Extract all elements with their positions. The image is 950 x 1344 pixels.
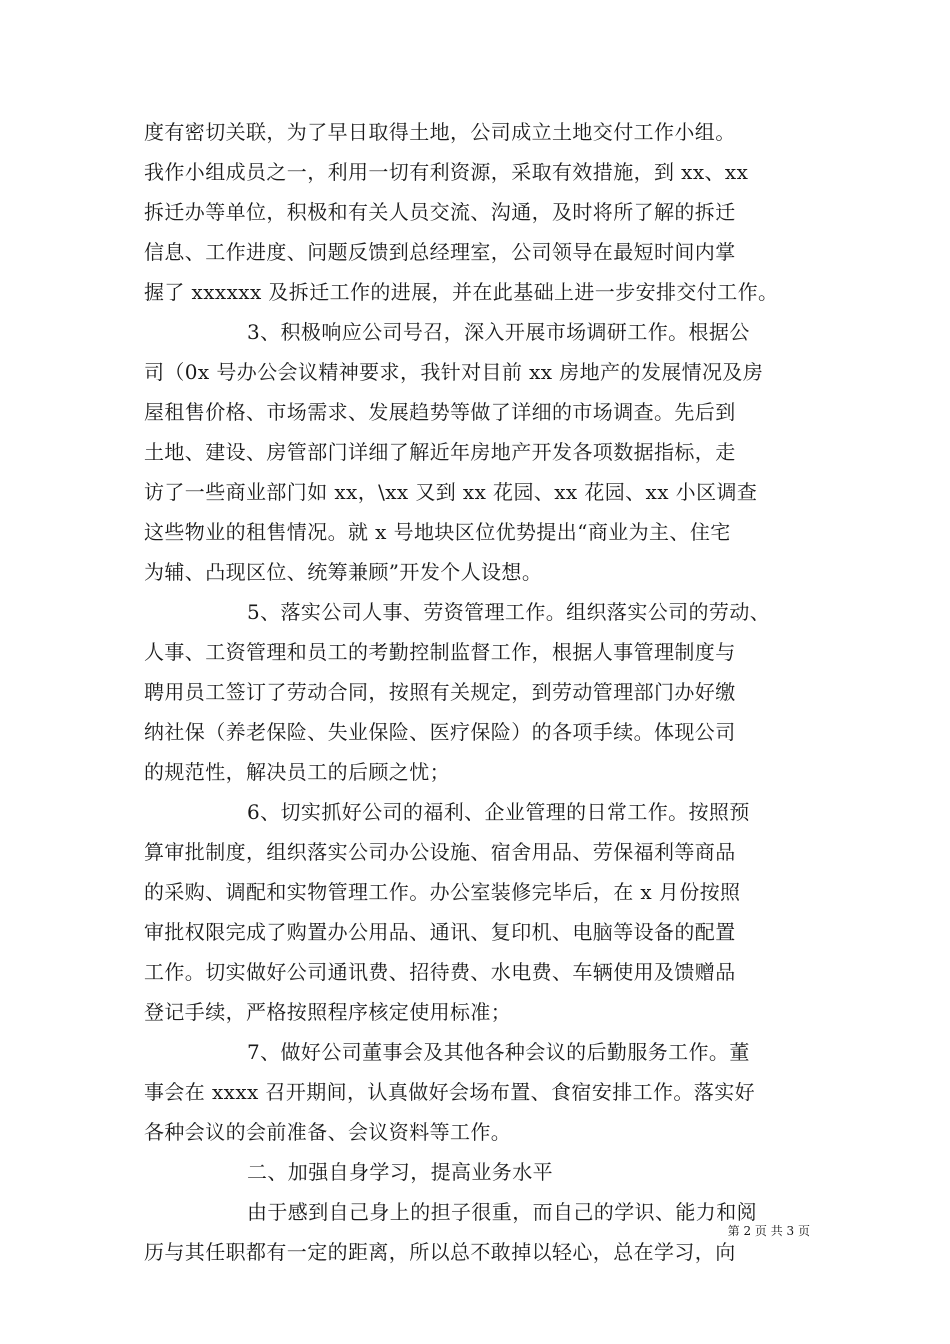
text-line: 为辅、凸现区位、统筹兼顾”开发个人设想。 — [144, 560, 543, 584]
text-line: 土地、建设、房管部门详细了解近年房地产开发各项数据指标，走 — [144, 440, 736, 464]
paragraph-7-first-line: 7、做好公司董事会及其他各种会议的后勤服务工作。董 — [247, 1040, 750, 1064]
text-line: 算审批制度，组织落实公司办公设施、宿舍用品、劳保福利等商品 — [144, 840, 736, 864]
text-line: 这些物业的租售情况。就 x 号地块区位优势提出“商业为主、住宅 — [144, 520, 731, 544]
text-line: 各种会议的会前准备、会议资料等工作。 — [144, 1120, 512, 1144]
text-line: 工作。切实做好公司通讯费、招待费、水电费、车辆使用及馈赠品 — [144, 960, 736, 984]
paragraph-study-first-line: 由于感到自己身上的担子很重，而自己的学识、能力和阅 — [247, 1200, 757, 1224]
text-line: 我作小组成员之一，利用一切有利资源，采取有效措施，到 xx、xx — [144, 160, 749, 184]
text-line: 司（0x 号办公会议精神要求，我针对目前 xx 房地产的发展情况及房 — [144, 360, 764, 384]
text-line: 事会在 xxxx 召开期间，认真做好会场布置、食宿安排工作。落实好 — [144, 1080, 756, 1104]
text-line: 拆迁办等单位，积极和有关人员交流、沟通，及时将所了解的拆迁 — [144, 200, 736, 224]
paragraph-5-first-line: 5、落实公司人事、劳资管理工作。组织落实公司的劳动、 — [247, 600, 771, 624]
text-line: 的采购、调配和实物管理工作。办公室装修完毕后，在 x 月份按照 — [144, 880, 741, 904]
text-line: 纳社保（养老保险、失业保险、医疗保险）的各项手续。体现公司 — [144, 720, 736, 744]
text-line: 人事、工资管理和员工的考勤控制监督工作，根据人事管理制度与 — [144, 640, 736, 664]
section-heading: 二、加强自身学习，提高业务水平 — [247, 1160, 553, 1184]
paragraph-3-first-line: 3、积极响应公司号召，深入开展市场调研工作。根据公 — [247, 320, 750, 344]
text-line: 访了一些商业部门如 xx，\xx 又到 xx 花园、xx 花园、xx 小区调查 — [144, 480, 758, 504]
text-line: 屋租售价格、市场需求、发展趋势等做了详细的市场调查。先后到 — [144, 400, 736, 424]
text-line: 历与其任职都有一定的距离，所以总不敢掉以轻心，总在学习，向 — [144, 1240, 736, 1264]
text-line: 度有密切关联，为了早日取得土地，公司成立土地交付工作小组。 — [144, 120, 736, 144]
text-line: 聘用员工签订了劳动合同，按照有关规定，到劳动管理部门办好缴 — [144, 680, 736, 704]
paragraph-6-first-line: 6、切实抓好公司的福利、企业管理的日常工作。按照预 — [247, 800, 750, 824]
text-line: 审批权限完成了购置办公用品、通讯、复印机、电脑等设备的配置 — [144, 920, 736, 944]
text-line: 信息、工作进度、问题反馈到总经理室，公司领导在最短时间内掌 — [144, 240, 736, 264]
text-line: 握了 xxxxxx 及拆迁工作的进展，并在此基础上进一步安排交付工作。 — [144, 280, 779, 304]
text-line: 的规范性，解决员工的后顾之忧； — [144, 760, 450, 784]
page-number: 第 2 页 共 3 页 — [727, 1224, 810, 1238]
text-line: 登记手续，严格按照程序核定使用标准； — [144, 1000, 512, 1024]
